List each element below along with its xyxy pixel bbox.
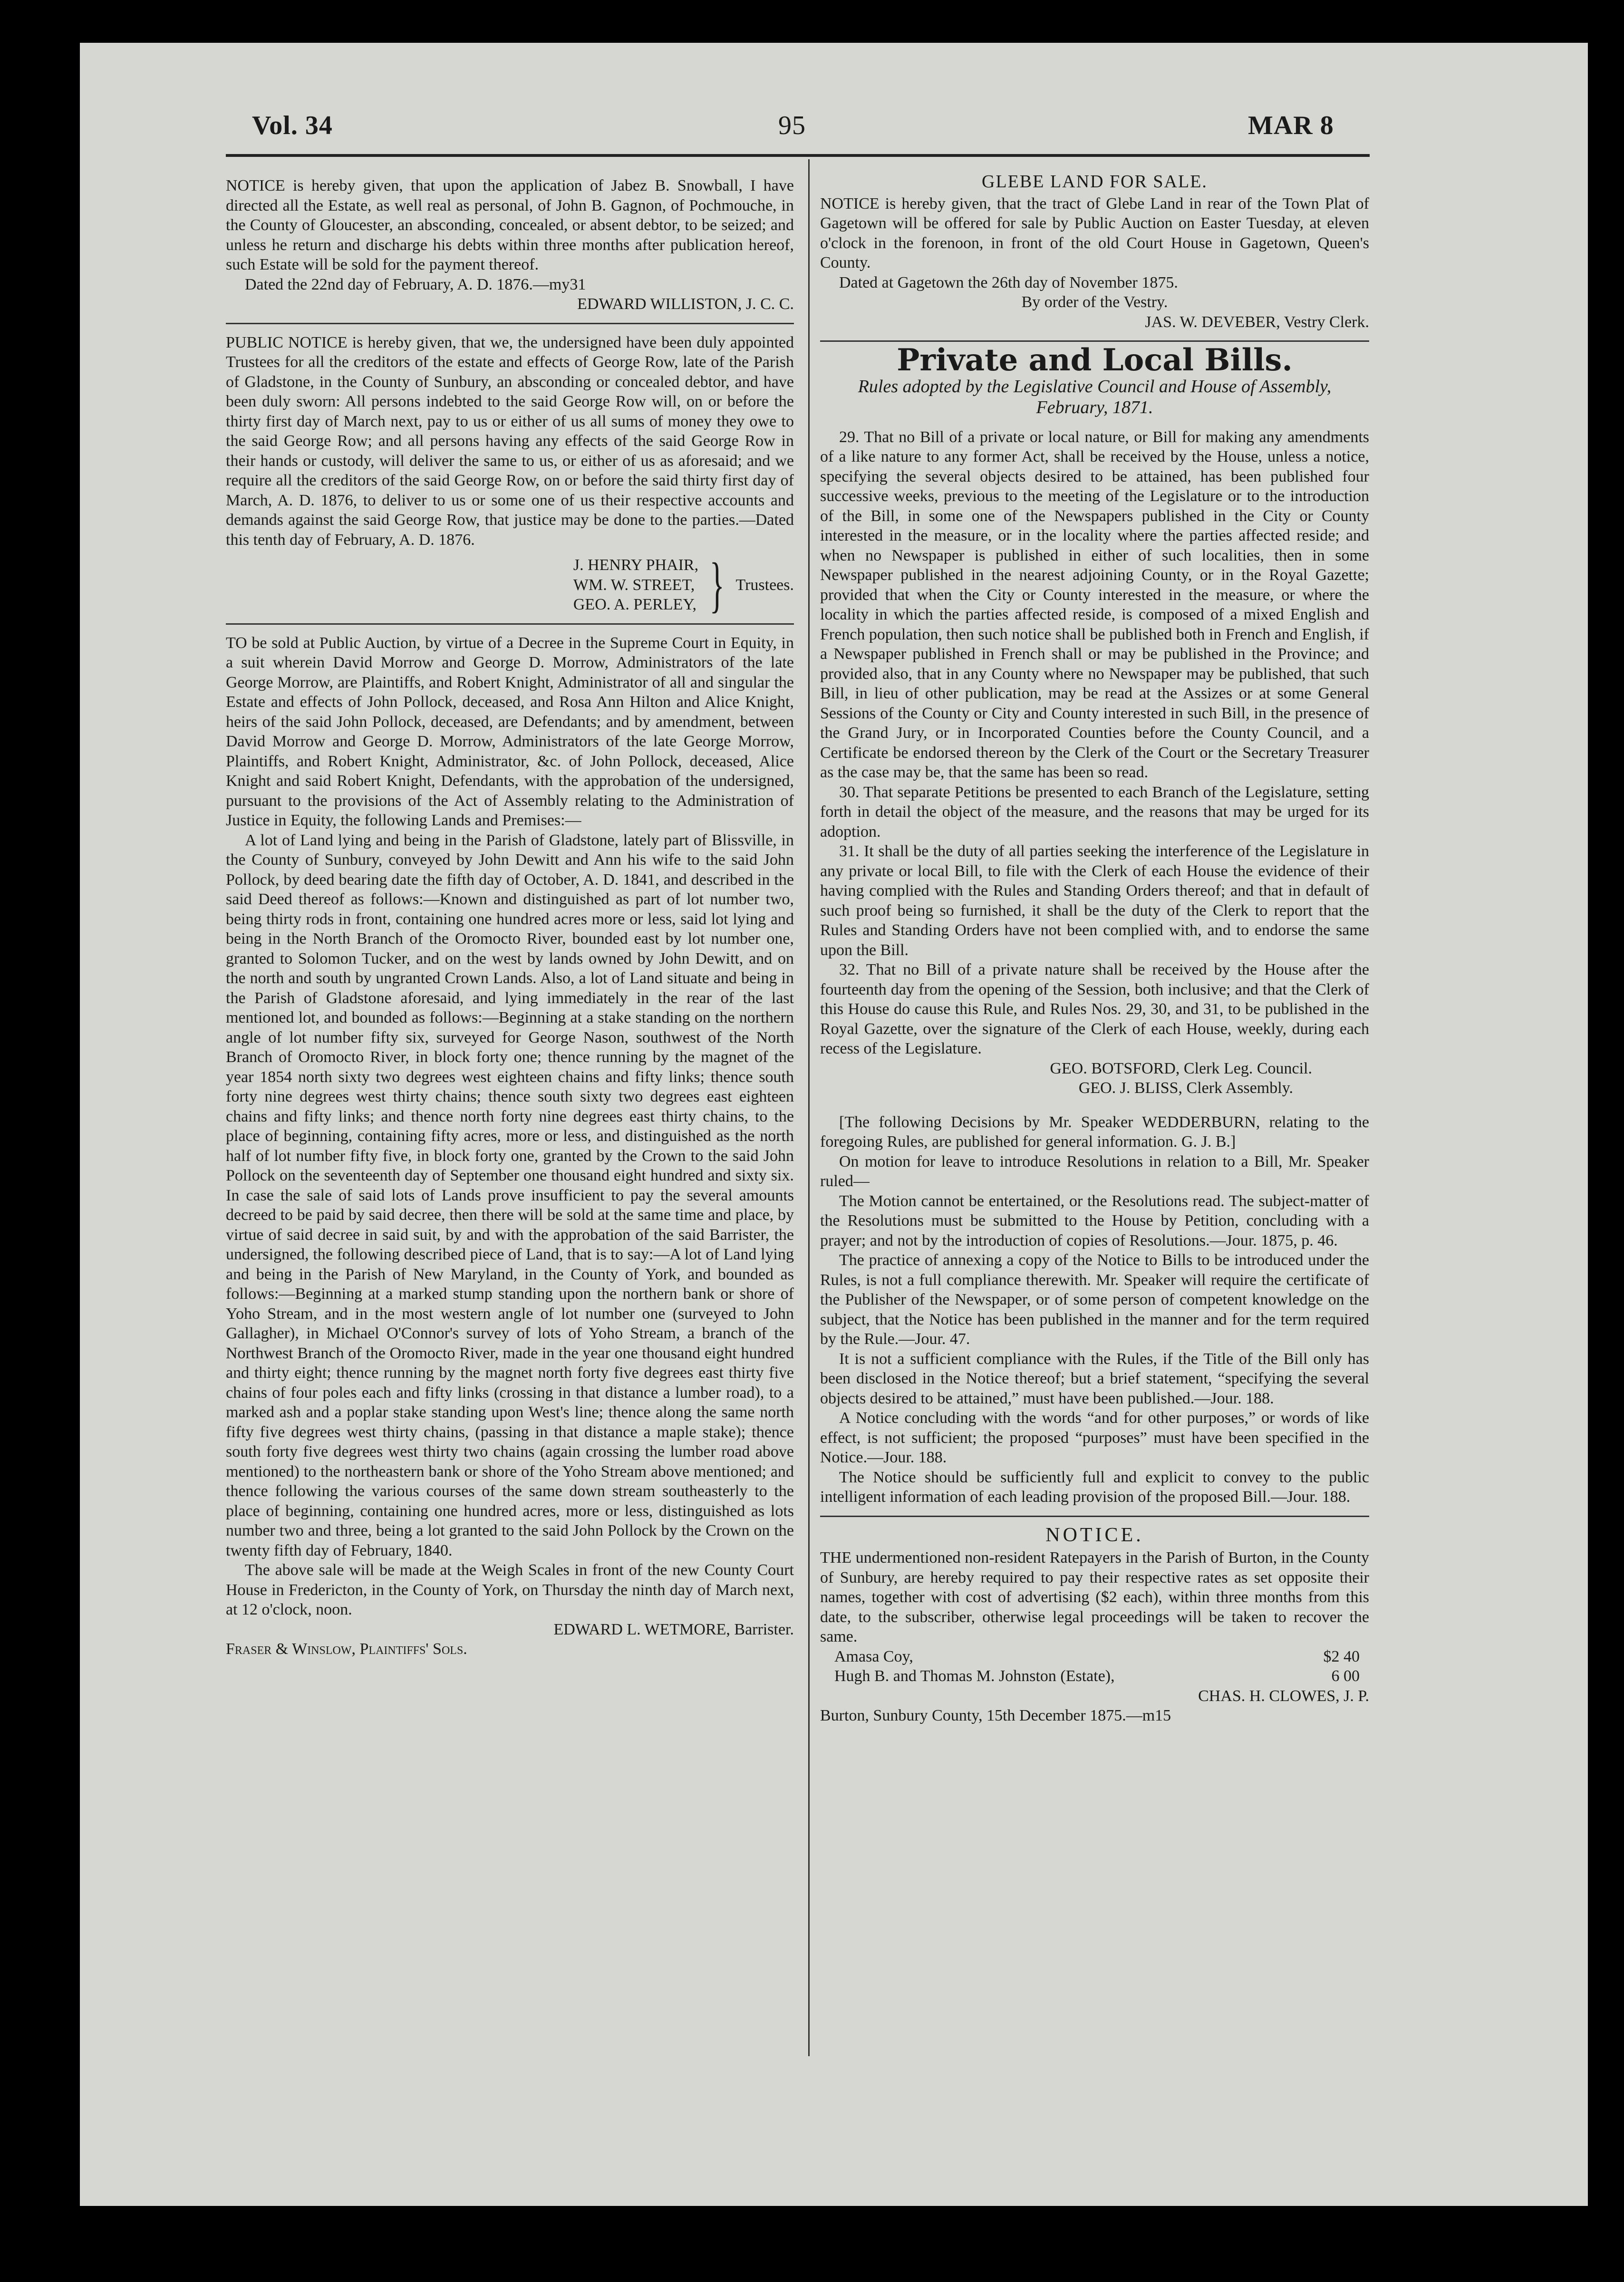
glebe-heading: GLEBE LAND FOR SALE. xyxy=(982,172,1208,192)
section-rule xyxy=(820,1516,1369,1517)
header-rule xyxy=(226,154,1370,157)
notice-dated: Burton, Sunbury County, 15th December 1875.—m15 xyxy=(820,1707,1171,1724)
ratepayer-amount: 6 00 xyxy=(1331,1667,1360,1685)
ratepayer-row xyxy=(820,1647,1369,1667)
trustee-name: WM. W. STREET, xyxy=(573,576,695,594)
glebe-signer: JAS. W. DEVEBER, Vestry Clerk. xyxy=(1145,313,1369,331)
ratepayer-row xyxy=(820,1666,1369,1686)
notice-george-row-trustees xyxy=(226,333,794,619)
decision-paragraph: The Motion cannot be entertained, or the Resolutions read. The subject-matter of the Resolutions must be submitted to the House by Petition, concluding with a prayer; and not by the introduction of copies of Resolutions.—Jour. 1875, p. 46. xyxy=(820,1192,1369,1249)
trustees-label: Trustees. xyxy=(735,576,794,594)
spacer xyxy=(820,1098,1369,1112)
notice-gagnon-estate xyxy=(226,176,794,314)
private-local-bills xyxy=(820,342,1369,1507)
ratepayer-name: Hugh B. and Thomas M. Johnston (Estate), xyxy=(834,1667,1115,1685)
left-column xyxy=(226,176,794,1659)
bills-signer-council: GEO. BOTSFORD, Clerk Leg. Council. xyxy=(1050,1059,1312,1077)
decision-paragraph: On motion for leave to introduce Resolutions in relation to a Bill, Mr. Speaker ruled— xyxy=(820,1152,1369,1190)
notice-public-auction xyxy=(226,633,794,1659)
rule-paragraph: 32. That no Bill of a private nature shall be received by the House after the fourteenth day from the opening of the Session, both inclusive; and that the Clerk of this House do cause this Rule, and Rules Nos. 29, 30, and 31, to be published in the Royal Gazette, over the signature of the Clerk of each House, weekly, during each recess of the Legislature. xyxy=(820,961,1369,1057)
auction-barrister: EDWARD L. WETMORE, Barrister. xyxy=(553,1620,794,1638)
trustee-name: GEO. A. PERLEY, xyxy=(573,596,696,613)
rule-paragraph: 31. It shall be the duty of all parties seeking the interference of the Legislature in any private or local Bill, to file with the Clerk of each House the evidence of their having complied with the Rules and Standing Orders thereof; and that in default of such proof being so furnished, it shall be the duty of the Clerk to report that the Rules and Standing Orders have not been complied with, and to endorse the same upon the Bill. xyxy=(820,842,1369,959)
ratepayer-name: Amasa Coy, xyxy=(834,1647,913,1665)
auction-solicitors: Fraser & Winslow, Plaintiffs' Sols. xyxy=(226,1640,467,1658)
ratepayer-amount: $2 40 xyxy=(1323,1647,1360,1665)
auction-lot-description: A lot of Land lying and being in the Parish of Gladstone, lately part of Blissville, in the County of Sunbury, conveyed by John Dewitt and Ann his wife to the said John Pollock, by deed bearing date the fifth day of October, A. D. 1841, and described in the said Deed thereof as follows:—Known and distinguished as part of lot number two, being thirty rods in front, containing one hundred acres more or less, said lot lying and being in the North Branch of the Oromocto River, bounded east by lot number one, granted to Solomon Tucker, and on the west by lands owned by John Dewitt, and on the north and south by ungranted Crown Lands. Also, a lot of Land situate and being in the Parish of Gladstone aforesaid, and lying immediately in the rear of the last mentioned lot, and bounded as follows:—Beginning at a stake standing on the northern angle of lot number fifty six, surveyed for George Nason, southwest of the North Branch of Oromocto River, in block forty one; thence running by the magnet of the year 1854 north sixty two degrees west eighteen chains and fifty links; thence south forty nine degrees west thirty chains; thence south sixty two degrees east eighteen chains and fifty links; and thence north forty nine degrees east thirty chains, to the place of beginning, containing fifty acres, more or less, and distinguished as the north half of lot number fifty five, in block forty one, granted by the Crown to the said John Pollock on the seventeenth day of September one thousand eight hundred and sixty six. In case the sale of said lots of Lands prove insufficient to pay the several amounts decreed to be paid by said decree, then there will be sold at the same time and place, by virtue of said decree in said suit, by and with the approbation of the said Barrister, the undersigned, the following described piece of Land, that is to say:—A lot of Land lying and being in the Parish of New Maryland, in the County of York, and bounded as follows:—Beginning at a marked stump standing upon the northern bank or shore of Yoho Stream, and in the most western angle of lot number one (surveyed to John Gallagher), in Michael O'Connor's survey of lots of Yoho Stream, a branch of the Northwest Branch of the Oromocto River, made in the year one thousand eight hundred and thirty eight; thence running by the magnet north forty five degrees east thirty five chains of four poles each and fifty links (crossing in that distance a lumber road), to a marked ash and a poplar stake standing upon West's line; thence along the same north fifty five degrees west thirty chains, (passing in that distance a maple stake); thence south forty five degrees west thirty two chains (again crossing the lumber road above mentioned) to the northeastern bank or shore of the Yoho Stream above mentioned; and thence following the various courses of the same down stream southeasterly to the place of beginning, containing one hundred acres, more or less, distinguished as lots number two and three, being a lot granted to the said John Pollock by the Crown on the twenty fifth day of February, 1840. xyxy=(226,831,794,1559)
decision-paragraph: It is not a sufficient compliance with the Rules, if the Title of the Bill only has been disclosed in the Notice thereof; but a brief statement, “specifying the several objects desired to be attained,” must have been published.—Jour. 188. xyxy=(820,1350,1369,1407)
decision-paragraph: A Notice concluding with the words “and for other purposes,” or words of like effect, is not sufficient; the proposed “purposes” must have been specified in the Notice.—Jour. 188. xyxy=(820,1409,1369,1466)
trustees-block xyxy=(226,551,794,619)
trustee-name: J. HENRY PHAIR, xyxy=(573,556,699,574)
right-column xyxy=(820,172,1369,1726)
decision-paragraph: The Notice should be sufficiently full and explicit to convey to the public intelligent information of each leading provision of the proposed Bill.—Jour. 188. xyxy=(820,1468,1369,1506)
notice-dated: Dated the 22nd day of February, A. D. 1876.—my31 xyxy=(245,275,586,293)
column-divider xyxy=(808,159,810,2056)
section-rule xyxy=(226,623,794,625)
brace-glyph: } xyxy=(709,551,725,619)
glebe-land-notice xyxy=(820,172,1369,332)
notice-signer: CHAS. H. CLOWES, J. P. xyxy=(1198,1687,1369,1705)
decision-paragraph: The practice of annexing a copy of the Notice to Bills to be introduced under the Rules, is not a full compliance therewith. Mr. Speaker will require the certificate of the Publisher of the Newspaper, or of some person of competent knowledge on the subject, that the Notice has been published in the manner and for the term required by the Rule.—Jour. 47. xyxy=(820,1251,1369,1348)
notice-body: PUBLIC NOTICE is hereby given, that we, the undersigned have been duly appointed Trustees for all the creditors of the estate and effects of George Row, late of the Parish of Gladstone, in the County of Sunbury, an absconding or concealed debtor, and have been duly sworn: All persons indebted to the said George Row will, on or before the thirty first day of March next, pay to us or either of us all sums of money they owe to the said George Row; and all persons having any effects of the said George Row in their hands or custody, will deliver the same to us, or either of us as aforesaid; and we require all the creditors of the said George Row, on or before the said thirty first day of March, A. D. 1876, to deliver to us or some one of us their respective accounts and demands against the said George Row, that justice may be done to the parties.—Dated this tenth day of February, A. D. 1876. xyxy=(226,333,794,549)
issue-date: MAR 8 xyxy=(1248,111,1334,140)
page-number: 95 xyxy=(778,111,806,140)
rule-paragraph: 29. That no Bill of a private or local nature, or Bill for making any amendments of a like nature to any former Act, shall be received by the House, unless a notice, specifying the several objects desired to be attained, has been published four successive weeks, previous to the meeting of the Legislature or to the introduction of the Bill, in some one of the Newspapers published in the City or County interested in the measure, or in the locality where the parties affected reside; and when no Newspaper is published in either of such localities, then in some Newspaper published in the nearest adjoining County, or in the Royal Gazette; provided that when the City or County interested in the measure, or where the locality in which the parties affected reside, is composed of a mixed English and French population, then such notice shall be published both in French and English, if a Newspaper published in French shall or may be published in the Province; and provided also, that in any County where no Newspaper may be published, that such Bill, in lieu of other publication, may be read at the Assizes or at some General Sessions of the County or City and County interested in such Bill, in the presence of the Grand Jury, or in Incorporated Counties before the County Council, and a Certificate be endorsed thereon by the Clerk of the Court or the Secretary Treasurer as the case may be, that the same has been so read. xyxy=(820,428,1369,781)
bills-title: Private and Local Bills. xyxy=(897,342,1293,378)
ratepayers-notice xyxy=(820,1526,1369,1726)
volume-number: Vol. 34 xyxy=(252,111,333,140)
bills-subtitle: Rules adopted by the Legislative Council and House of Assembly, February, 1871. xyxy=(858,376,1332,417)
auction-intro: TO be sold at Public Auction, by virtue of a Decree in the Supreme Court in Equity, in a suit wherein David Morrow and George D. Morrow, Administrators of the late George Morrow, are Plaintiffs, and Robert Knight, Administrator of all and singular the Estate and effects of John Pollock, deceased, and Rosa Ann Hilton and Alice Knight, heirs of the said John Pollock, deceased, are Defendants; and by amendment, between David Morrow and George D. Morrow, Administrators of the late George Morrow, Plaintiffs, and Robert Knight, Administrator, &c. of John Pollock, deceased, Alice Knight and said Robert Knight, Defendants, with the approbation of the undersigned, pursuant to the provisions of the Act of Assembly relating to the Administration of Justice in Equity, the following Lands and Premises:— xyxy=(226,634,794,829)
notice-body: NOTICE is hereby given, that upon the application of Jabez B. Snowball, I have directed all the Estate, as well real as personal, of John B. Gagnon, of Pochmouche, in the County of Gloucester, an absconding, concealed, or absent debtor, to be seized; and unless he return and discharge his debts within three months after publication hereof, such Estate will be sold for the payment thereof. xyxy=(226,177,794,273)
auction-sale-details: The above sale will be made at the Weigh Scales in front of the new County Court House in Fredericton, in the County of York, on Thursday the ninth day of March next, at 12 o'clock, noon. xyxy=(226,1561,794,1618)
trustee-names xyxy=(573,555,698,615)
notice-heading: NOTICE. xyxy=(1045,1524,1144,1546)
notice-body: THE undermentioned non-resident Ratepayers in the Parish of Burton, in the County of Sunbury, are hereby required to pay their respective rates as set opposite their names, together with cost of advertising ($2 each), within three months from this date, to the subscriber, otherwise legal proceedings will be taken to recover the same. xyxy=(820,1549,1369,1645)
notice-signer: EDWARD WILLISTON, J. C. C. xyxy=(577,295,794,313)
decisions-note: [The following Decisions by Mr. Speaker WEDDERBURN, relating to the foregoing Rules, are published for general information. G. J. B.] xyxy=(820,1113,1369,1151)
section-rule xyxy=(820,340,1369,342)
section-rule xyxy=(226,323,794,324)
glebe-order: By order of the Vestry. xyxy=(1021,293,1168,311)
glebe-body: NOTICE is hereby given, that the tract of Glebe Land in rear of the Town Plat of Gagetown will be offered for sale by Public Auction on Easter Tuesday, at eleven o'clock in the forenoon, in front of the old Court House in Gagetown, Queen's County. xyxy=(820,194,1369,271)
bills-signer-assembly: GEO. J. BLISS, Clerk Assembly. xyxy=(1078,1079,1293,1097)
rule-paragraph: 30. That separate Petitions be presented to each Branch of the Legislature, setting forth in detail the object of the measure, and the reasons that may be urged for its adoption. xyxy=(820,783,1369,841)
glebe-dated: Dated at Gagetown the 26th day of November 1875. xyxy=(839,273,1178,291)
